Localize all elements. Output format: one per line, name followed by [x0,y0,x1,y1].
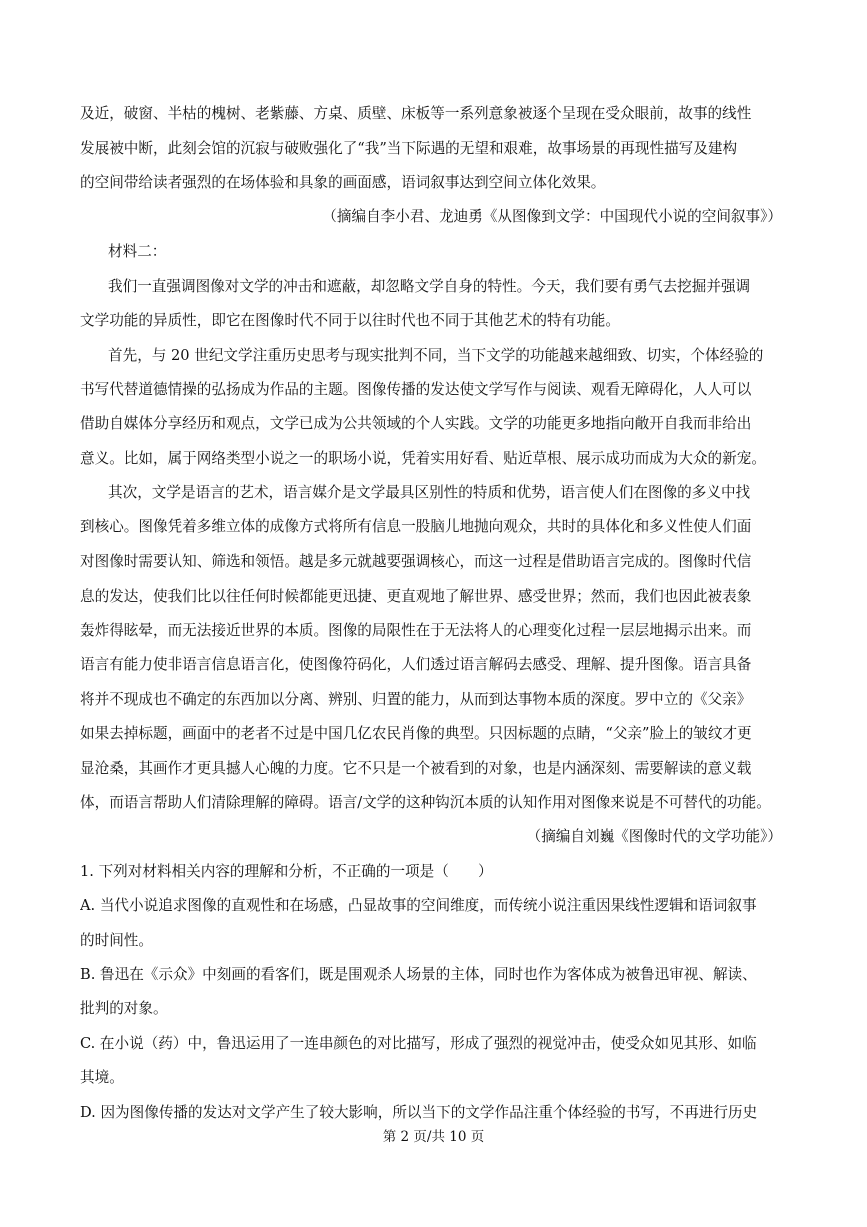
text-line: 书写代替道德情操的弘扬成为作品的主题。图像传播的发达使文学写作与阅读、观看无障碍化，人人可以 [80,381,752,398]
text-line: 如果去掉标题，画面中的老者不过是中国几亿农民肖像的典型。只因标题的点睛，“父亲”脸上的皱纹才更 [80,725,752,742]
text-line: 到核心。图像凭着多维立体的成像方式将所有信息一股脑儿地抛向观众，共时的具体化和多义性使人们面 [80,518,752,535]
source-citation-1: （摘编自李小君、龙迪勇《从图像到文学：中国现代小说的空间叙事》） [322,208,782,225]
option-line: C. 在小说（药）中，鲁迅运用了一连串颜色的对比描写，形成了强烈的视觉冲击，使受众如见其形、如临 [80,1035,757,1052]
option-line: 批判的对象。 [80,1000,168,1017]
text-line: 对图像时需要认知、筛选和领悟。越是多元就越要强调核心，而这一过程是借助语言完成的。图像时代信 [80,553,752,570]
option-line: D. 因为图像传播的发达对文学产生了较大影响，所以当下的文学作品注重个体经验的书写，不再进行历史 [80,1104,758,1121]
text-line: 轰炸得眩晕，而无法接近世界的本质。图像的局限性在于无法将人的心理变化过程一层层地揭示出来。而 [80,622,752,639]
text-line: 息的发达，使我们比以往任何时候都能更迅捷、更直观地了解世界、感受世界；然而，我们也因此被表象 [80,588,752,605]
option-line: A. 当代小说追求图像的直观性和在场感，凸显故事的空间维度，而传统小说注重因果线性逻辑和语词叙事 [80,897,757,914]
option-line: B. 鲁迅在《示众》中刻画的看客们，既是围观杀人场景的主体，同时也作为客体成为被鲁迅审视、解读、 [80,966,757,983]
text-line: 首先，与 20 世纪文学注重历史思考与现实批判不同，当下文学的功能越来越细致、切实，个体经验的 [108,347,764,364]
text-line: 及近，破窗、半枯的槐树、老紫藤、方桌、质壁、床板等一系列意象被逐个呈现在受众眼前，故事的线性 [80,105,752,122]
text-line: 我们一直强调图像对文学的冲击和遮蔽，却忽略文学自身的特性。今天，我们要有勇气去挖掘并强调 [108,278,751,295]
source-citation-2: （摘编自刘巍《图像时代的文学功能》） [526,828,782,845]
text-line: 发展被中断，此刻会馆的沉寂与破败强化了“我”当下际遇的无望和艰难，故事场景的再现性描写及建构 [80,140,738,157]
option-line: 的时间性。 [80,932,153,949]
question-stem: 1. 下列对材料相关内容的理解和分析，不正确的一项是（ ） [80,863,493,880]
text-line: 显沧桑，其画作才更具撼人心魄的力度。它不只是一个被看到的对象，也是内涵深刻、需要解读的意义载 [80,760,752,777]
text-line: 语言有能力使非语言信息语言化，使图像符码化，人们透过语言解码去感受、理解、提升图像。语言具备 [80,656,752,673]
text-line: 体，而语言帮助人们清除理解的障碍。语言/文学的这种钩沉本质的认知作用对图像来说是不可替代的功能。 [80,794,771,811]
page-footer: 第 2 页/共 10 页 [382,1129,485,1145]
material-2-heading: 材料二： [108,243,167,260]
text-line: 的空间带给读者强烈的在场体验和具象的画面感，语词叙事达到空间立体化效果。 [80,174,606,191]
text-line: 意义。比如，属于网络类型小说之一的职场小说，凭着实用好看、贴近草根、展示成功而成为大众的新宠。 [80,450,766,467]
text-line: 其次，文学是语言的艺术，语言媒介是文学最具区别性的特质和优势，语言使人们在图像的多义中找 [108,484,751,501]
text-line: 文学功能的异质性，即它在图像时代不同于以往时代也不同于其他艺术的特有功能。 [80,312,620,329]
text-line: 将并不现成也不确定的东西加以分离、辨别、归置的能力，从而到达事物本质的深度。罗中立的《父亲》 [80,691,752,708]
option-line: 其境。 [80,1069,124,1086]
text-line: 借助自媒体分享经历和观点，文学已成为公共领域的个人实践。文学的功能更多地指向敞开自我而非给出 [80,415,752,432]
